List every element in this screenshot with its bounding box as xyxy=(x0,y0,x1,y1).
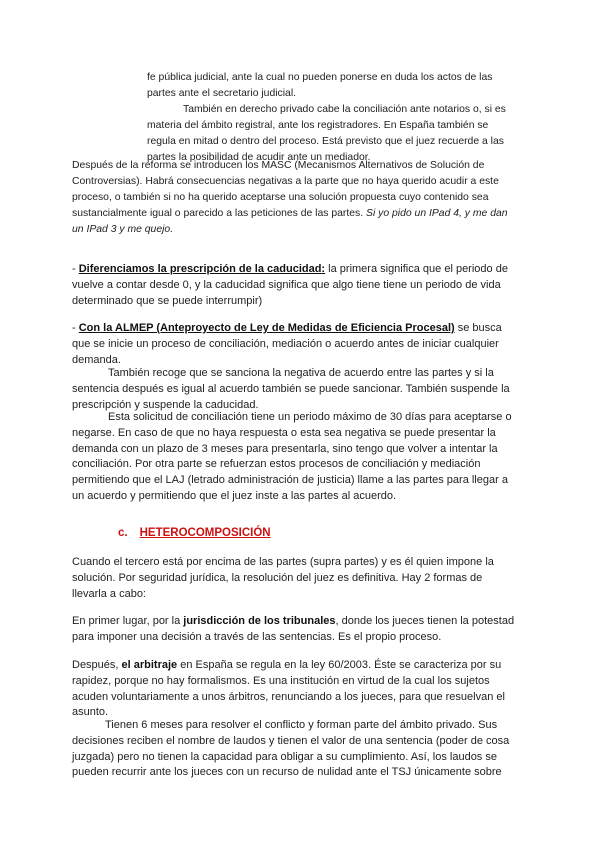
awards-text: Tienen 6 meses para resolver el conflicto y forman parte del ámbito privado. Sus decisiones reciben el nombre de laudos y tienen el valor de una sentencia (poder de cosa juzgada) pero no tienen la capacidad para obligar a su cumplimiento. Así, los laudos se pueden recurrir ante los jueces con un recurso de nulidad ante el TSJ únicamente sobre xyxy=(72,719,510,779)
text-line: partes ante el secretario judicial. xyxy=(147,88,297,99)
section-letter: c. xyxy=(118,527,128,539)
paragraph-sanction xyxy=(72,366,520,413)
text-line: regula en mitad o dentro del proceso. Está previsto que el juez recuerde a las xyxy=(147,136,504,147)
almep-text: se busca que se inicie un proceso de conciliación, mediación o acuerdo antes de iniciar cualquier demanda. xyxy=(72,322,502,366)
paragraph-heterocomposition xyxy=(72,555,520,602)
section-title: HETEROCOMPOSICIÓN xyxy=(139,527,271,539)
paragraph-prescription xyxy=(72,262,520,309)
prescription-heading: Diferenciamos la prescripción de la caducidad: xyxy=(78,263,326,275)
text-line: También en derecho privado cabe la conciliación ante notarios o, si es xyxy=(183,104,506,115)
bullet-dash: - xyxy=(72,263,79,275)
paragraph-masc xyxy=(72,158,520,238)
text-line: materia del ámbito registral, ante los registradores. En España también se xyxy=(147,120,489,131)
heterocomposition-text: Cuando el tercero está por encima de las partes (supra partes) y es él quien impone la solución. Por seguridad jurídica, la resolución del juez es definitiva. Hay 2 formas de llevarla a cabo: xyxy=(72,556,494,600)
paragraph-conciliation-notaries xyxy=(147,70,519,166)
courts-bold: jurisdicción de los tribunales xyxy=(183,615,336,627)
paragraph-courts xyxy=(72,614,520,646)
almep-heading: Con la ALMEP (Anteproyecto de Ley de Medidas de Eficiencia Procesal) xyxy=(78,322,455,334)
prescription-text: la primera significa que el periodo de vuelve a contar desde 0, y la caducidad significa que algo tiene tiene un periodo de vida determinado que se puede interrumpir) xyxy=(72,263,508,307)
paragraph-request xyxy=(72,410,520,505)
text-line: fe pública judicial, ante la cual no pueden ponerse en duda los actos de las xyxy=(147,72,493,83)
paragraph-awards xyxy=(72,718,520,781)
bullet-dash: - xyxy=(72,322,79,334)
masc-text: Después de la reforma se introducen los MASC (Mecanismos Alternativos de Solución de Controversias). Habrá consecuencias negativas a la parte que no haya querido acudir a este proceso, o también si no ha querido aceptarse una solución propuesta cuyo contenido sea sustancialmente igual o parecido a las peticiones de las partes. xyxy=(72,160,499,219)
paragraph-arbitration xyxy=(72,658,520,721)
masc-example: Si yo pido un IPad 4, y me dan un IPad 3 y me quejo. xyxy=(72,208,508,235)
courts-pre: En primer lugar, por la xyxy=(72,615,184,627)
arbitration-pre: Después, xyxy=(72,659,122,671)
paragraph-almep xyxy=(72,321,520,368)
courts-post: , donde los jueces tienen la potestad para imponer una decisión a través de las sentencias. Es el propio proceso. xyxy=(72,615,515,643)
request-text: Esta solicitud de conciliación tiene un periodo máximo de 30 días para aceptarse o negarse. En caso de que no haya respuesta o esta sea negativa se puede presentar la demanda con un plazo de 3 meses para presentarla, sino tengo que volver a intentar la conciliación. Por otra parte se refuerzan estos procesos de conciliación y mediación permitiendo que el LAJ (letrado administración de justicia) llame a las partes para llegar a un acuerdo y permitiendo que el juez inste a las partes al acuerdo. xyxy=(72,411,512,502)
arbitration-bold: el arbitraje xyxy=(121,659,178,671)
arbitration-post: en España se regula en la ley 60/2003. Éste se caracteriza por su rapidez, porque no hay formalismos. Es una institución en virtud de la cual los sujetos acuden voluntariamente a unos árbitros, renunciando a los jueces, para que resuelvan el asunto. xyxy=(72,659,505,719)
text-line: partes la posibilidad de acudir ante un mediador. xyxy=(147,152,371,163)
section-heading xyxy=(118,527,271,539)
sanction-text: También recoge que se sanciona la negativa de acuerdo entre las partes y si la sentencia después es igual al acuerdo también se puede sancionar. También suspende la prescripción y suspende la caducidad. xyxy=(72,367,510,411)
